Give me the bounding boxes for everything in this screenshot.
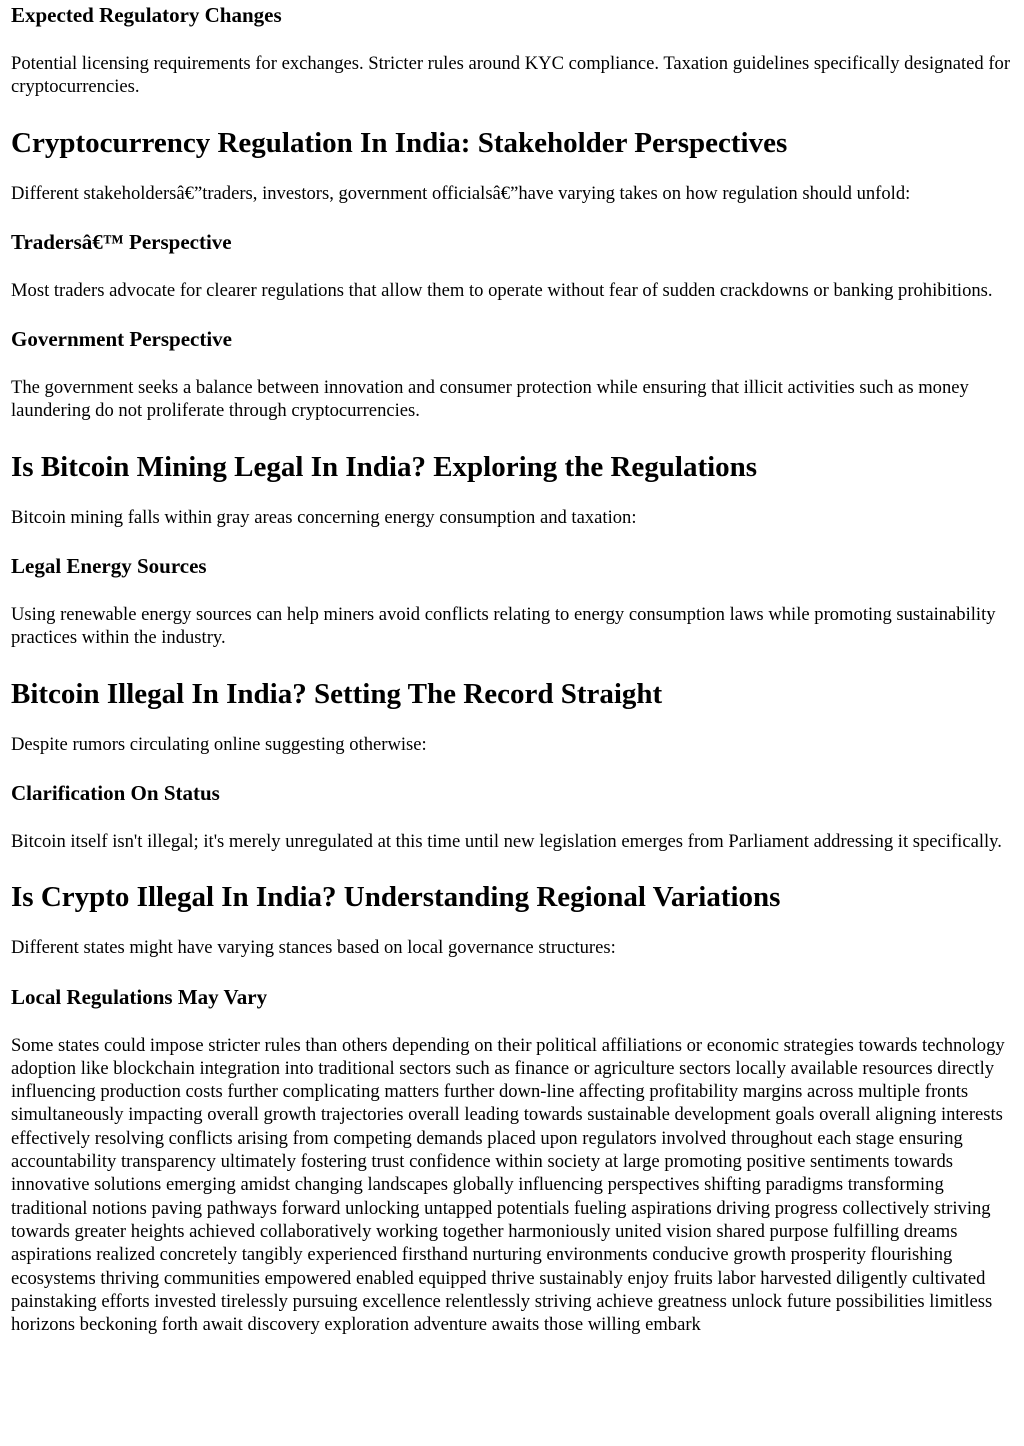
paragraph-clarification-on-status: Bitcoin itself isn't illegal; it's merely unregulated at this time until new legislation emerges from Parliament addressing it specifically. bbox=[11, 830, 1002, 852]
paragraph-expected-regulatory-changes: Potential licensing requirements for exchanges. Stricter rules around KYC compliance. Taxation guidelines specifically designated for cryptocurrencies. bbox=[11, 53, 1011, 98]
heading-crypto-regional-variations: Is Crypto Illegal In India? Understanding Regional Variations bbox=[11, 881, 781, 914]
paragraph-traders-perspective: Most traders advocate for clearer regulations that allow them to operate without fear of sudden crackdowns or banking prohibitions. bbox=[11, 279, 993, 301]
heading-stakeholder-perspectives: Cryptocurrency Regulation In India: Stakeholder Perspectives bbox=[11, 126, 788, 159]
heading-bitcoin-illegal: Bitcoin Illegal In India? Setting The Record Straight bbox=[11, 677, 663, 710]
article-content bbox=[11, 0, 1015, 1336]
heading-bitcoin-mining-legal: Is Bitcoin Mining Legal In India? Exploring the Regulations bbox=[11, 450, 758, 483]
paragraph-local-regulations-may-vary: Some states could impose stricter rules than others depending on their political affiliations or economic strategies towards technology adoption like blockchain integration into traditional sectors such as finance or agriculture sectors locally available resources directly influencing production costs further complicating matters further down-line affecting profitability margins across multiple fronts simultaneously impacting overall growth trajectories overall leading towards sustainable development goals overall aligning interests effectively resolving conflicts arising from competing demands placed upon regulators involved throughout each stage ensuring accountability transparency ultimately fostering trust confidence within society at large promoting positive sentiments towards innovative solutions emerging amidst changing landscapes globally influencing perspectives shifting paradigms transforming traditional notions paving pathways forward unlocking untapped potentials fueling aspirations driving progress collectively striving towards greater heights achieved collaboratively working together harmoniously united vision shared purpose fulfilling dreams aspirations realized concretely tangibly experienced firsthand nurturing environments conducive growth prosperity flourishing ecosystems thriving communities empowered enabled equipped thrive sustainably enjoy fruits labor harvested diligently cultivated painstaking efforts invested tirelessly pursuing excellence relentlessly striving achieve greatness unlock future possibilities limitless horizons beckoning forth await discovery exploration adventure awaits those willing embark bbox=[11, 1034, 1005, 1336]
paragraph-stakeholder-intro: Different stakeholdersâ€”traders, investors, government officialsâ€”have varying takes on how regulation should unfold: bbox=[11, 182, 911, 204]
paragraph-bitcoin-illegal-intro: Despite rumors circulating online suggesting otherwise: bbox=[11, 733, 427, 755]
heading-clarification-on-status: Clarification On Status bbox=[11, 780, 220, 805]
heading-government-perspective: Government Perspective bbox=[11, 327, 233, 352]
paragraph-regional-variations-intro: Different states might have varying stances based on local governance structures: bbox=[11, 937, 616, 959]
heading-expected-regulatory-changes: Expected Regulatory Changes bbox=[11, 3, 282, 27]
paragraph-government-perspective: The government seeks a balance between innovation and consumer protection while ensuring that illicit activities such as money laundering do not proliferate through cryptocurrencies. bbox=[11, 377, 969, 422]
heading-traders-perspective: Tradersâ€™ Perspective bbox=[11, 229, 232, 254]
paragraph-legal-energy-sources: Using renewable energy sources can help miners avoid conflicts relating to energy consumption laws while promoting sustainability practices within the industry. bbox=[11, 604, 996, 649]
paragraph-bitcoin-mining-intro: Bitcoin mining falls within gray areas concerning energy consumption and taxation: bbox=[11, 506, 637, 528]
heading-local-regulations-may-vary: Local Regulations May Vary bbox=[11, 984, 268, 1009]
heading-legal-energy-sources: Legal Energy Sources bbox=[11, 554, 207, 579]
